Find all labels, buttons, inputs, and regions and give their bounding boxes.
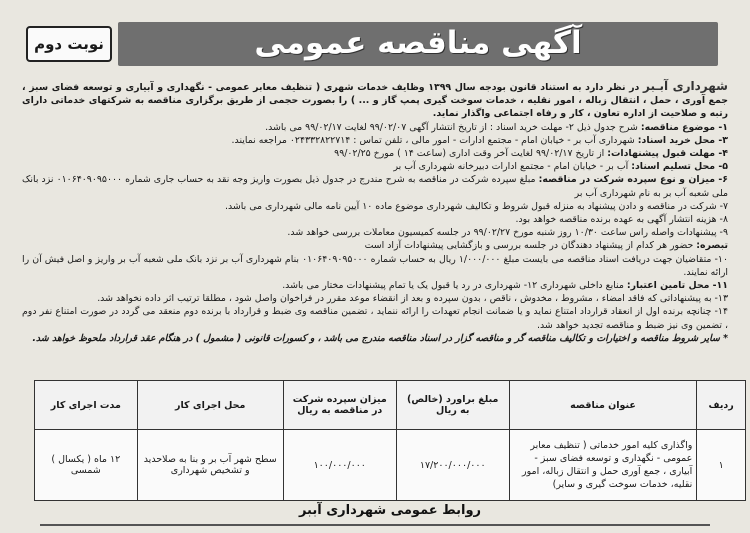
item-text: حضور هر کدام از پیشنهاد دهندگان در جلسه بررسی و بازگشایی پیشنهادات آزاد است: [364, 240, 694, 252]
header-estimate: مبلغ براورد (خالص) به ریال: [396, 381, 509, 430]
turn-badge: نوبت دوم: [26, 26, 112, 62]
cell-title: واگذاری کلیه امور خدماتی ( تنظیف معابر عمومی - نگهداری و توسعه فضای سبز - آبیاری ، جمع آوری حمل و انتقال زباله، امور نقلیه، خدمات سوخت گیری و سایر): [509, 430, 697, 501]
item-text: ۸- هزینه انتشار آگهی به عهده برنده مناقصه خواهد بود.: [515, 214, 728, 226]
list-item: [22, 239, 728, 252]
item-label: ۶- میزان و نوع سپرده شرکت در مناقصه:: [538, 174, 728, 186]
item-text: آب بر - خیابان امام - مجتمع ادارات دبیرخانه شهرداری آب بر: [393, 161, 629, 173]
intro-paragraph: [22, 80, 728, 121]
list-item: [22, 305, 728, 331]
item-label: تبصره:: [696, 240, 728, 252]
list-item: [22, 292, 728, 305]
list-item: [22, 279, 728, 292]
item-text: ۷- شرکت در مناقصه و دادن پیشنهاد به منزله قبول شروط و تکالیف شهرداری موضوع ماده ۱۰ آیین نامه مالی شهرداری می باشد.: [225, 200, 728, 212]
cell-estimate: ۱۷/۲۰۰/۰۰۰/۰۰۰: [396, 430, 509, 501]
item-label: ۵- محل تسلیم اسناد:: [631, 161, 728, 173]
table-row: [35, 430, 746, 501]
terms-note: * سایر شروط مناقصه و اختیارات و تکالیف مناقصه گر و مناقصه گزار در اسناد مناقصه مندرج می باشد ، و کسورات قانونی ( مشمول ) در هنگام عقد قرارداد ملحوظ خواهد شد.: [32, 332, 728, 344]
list-item: [22, 134, 728, 147]
list-item: [22, 253, 728, 279]
header-title: عنوان مناقصه: [509, 381, 697, 430]
item-text: شرح جدول ذیل ۲- مهلت خرید اسناد : از تاریخ انتشار آگهی ۹۹/۰۲/۰۷ لغایت ۹۹/۰۲/۱۷ می باشد.: [265, 121, 638, 133]
table-header-row: [35, 381, 746, 430]
item-text: از تاریخ ۹۹/۰۲/۱۷ لغایت آخر وقت اداری (ساعت ۱۴ ) مورخ ۹۹/۰۲/۲۵: [334, 148, 605, 160]
item-text: ۱۰- متقاضیان جهت دریافت اسناد مناقصه می بایست مبلغ ۱/۰۰۰/۰۰۰ ریال به حساب شماره ۰۱۰۶۴۰۹۰۹۵۰۰۰ بنام شهرداری آب بر نزد بانک ملی شعبه آب بر واریز و اصل فیش آن را ارائه نمایند.: [22, 253, 728, 278]
list-item: [22, 121, 728, 134]
item-label: ۳- محل خرید اسناد:: [637, 134, 728, 146]
list-item: [22, 200, 728, 213]
tender-table: [34, 380, 746, 501]
footer-divider: [40, 524, 710, 526]
organization-name: شهرداری آبـبر: [642, 79, 728, 93]
ad-body: [22, 80, 728, 345]
header-row-number: ردیف: [697, 381, 746, 430]
cell-deposit: ۱۰۰/۰۰۰/۰۰۰: [283, 430, 396, 501]
footer-signature: روابط عمومی شهرداری آببر: [298, 503, 482, 518]
ad-title: آگهی مناقصه عمومی: [254, 25, 582, 61]
item-text: مبلغ سپرده شرکت در مناقصه به شرح مندرج در جدول ذیل بصورت واریز وجه نقد به حساب جاری شماره ۰۱۰۶۴۰۹۰۹۵۰۰۰ نزد بانک ملی شعبه آب بر به نام شهرداری آب بر: [22, 174, 728, 199]
item-text: شهرداری آب بر - خیابان امام - مجتمع ادارات - امور مالی ، تلفن تماس : ۰۲۴۳۳۲۸۲۲۷۱۴ مراجعه نمایند.: [231, 134, 635, 146]
header-location: محل اجرای کار: [137, 381, 283, 430]
item-text: ۱۴- چنانچه برنده اول از انعقاد قرارداد امتناع نماید و یا ضمانت انجام تعهدات را ارائه ننماید ، تضمین مناقصه وی ضبط و قرارداد با برنده دوم منعقد می گردد در صورت امتناع نفر دوم ، تضمین وی نیز ضبط و مناقصه تجدید خواهد شد.: [22, 306, 728, 331]
list-item: [22, 173, 728, 199]
item-label: ۱- موضوع مناقصه:: [640, 121, 728, 133]
header-deposit: میزان سپرده شرکت در مناقصه به ریال: [283, 381, 396, 430]
intro-text: در نظر دارد به استناد قانون بودجه سال ۱۳۹۹ وظایف خدمات شهری ( تنظیف معابر عمومی - نگهداری و آبیاری و توسعه فضای سبز ، جمع آوری ، حمل ، انتقال زباله ، امور نقلیه ، خدمات سوخت گیری پمپ گاز و ... ) را بصورت حجمی از طریق برگزاری مناقصه به شرکتهای خدماتی دارای رتبه و صلاحیت از اداره تعاون ، کار و رفاه اجتماعی واگذار نماید.: [22, 82, 728, 120]
cell-location: سطح شهر آب بر و بنا به صلاحدید و تشخیص شهرداری: [137, 430, 283, 501]
header-duration: مدت اجرای کار: [35, 381, 138, 430]
list-item: [22, 160, 728, 173]
item-text: ۹- پیشنهادات واصله راس ساعت ۱۰/۳۰ روز شنبه مورخ ۹۹/۰۲/۲۷ در جلسه کمیسیون معاملات بررسی خواهد شد.: [287, 227, 728, 239]
item-text: ۱۳- به پیشنهاداتی که فاقد امضاء ، مشروط ، مخدوش ، ناقص ، بدون سپرده و بعد از انقضاء موعد مقرر در فراخوان واصل شود ، مطلقا ترتیب اثر داده نخواهد شد.: [97, 293, 728, 305]
item-label: ۱۱- محل تامین اعتبار:: [626, 280, 728, 292]
item-text: منابع داخلی شهرداری ۱۲- شهرداری در رد یا قبول یک یا تمام پیشنهادات مختار می باشد.: [282, 280, 624, 292]
cell-duration: ۱۲ ماه ( یکسال ) شمسی: [35, 430, 138, 501]
list-item: [22, 226, 728, 239]
cell-row-number: ۱: [697, 430, 746, 501]
item-label: ۴- مهلت قبول پیشنهادات:: [607, 148, 728, 160]
list-item: [22, 147, 728, 160]
list-item: [22, 213, 728, 226]
